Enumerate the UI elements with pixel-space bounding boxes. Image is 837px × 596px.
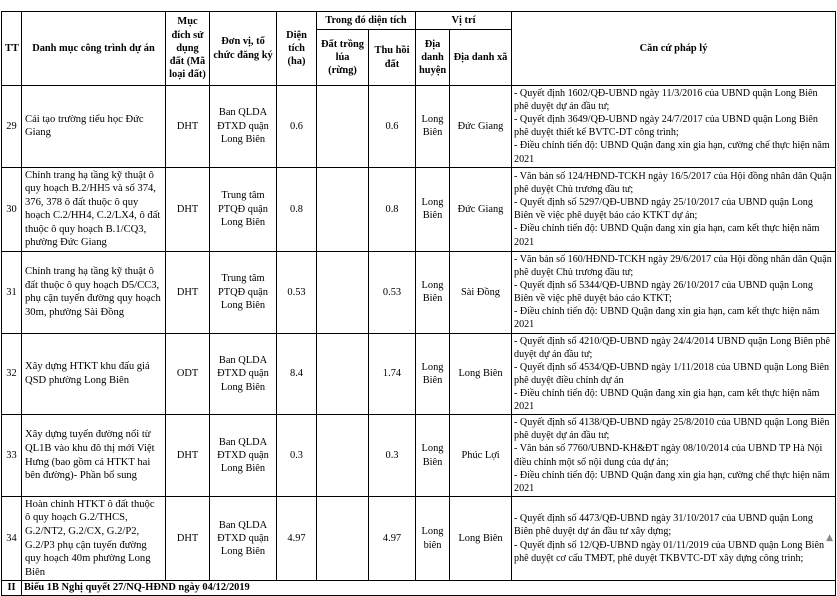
- commune-name: Đức Giang: [450, 167, 512, 251]
- recovered-land-value: 1.74: [369, 333, 416, 415]
- section-title: Biểu 1B Nghị quyết 27/NQ-HĐND ngày 04/12/2019: [22, 581, 836, 595]
- header-legal-basis: Căn cứ pháp lý: [512, 12, 836, 86]
- registering-unit: Trung tâm PTQĐ quận Long Biên: [210, 167, 277, 251]
- row-number: 34: [2, 496, 22, 580]
- area-value: 4.97: [277, 496, 317, 580]
- legal-basis-line: - Quyết định số 4534/QĐ-UBND ngày 1/11/2018 của UBND quận Long Biên phê duyệt điều chỉnh dự án: [514, 361, 830, 386]
- legal-basis-line: - Quyết định số 4473/QĐ-UBND ngày 31/10/2017 của UBND quận Long Biên phê duyệt dự án đầu tư xây dựng;: [514, 513, 813, 538]
- legal-basis-line: - Điều chỉnh tiến độ: UBND Quận đang xin gia hạn, cường chế thực hiện năm 2021: [514, 469, 830, 494]
- district-name: Long Biên: [416, 167, 450, 251]
- land-use-projects-table: [1, 11, 836, 596]
- recovered-land-value: 0.6: [369, 86, 416, 168]
- registering-unit: Ban QLDA ĐTXD quận Long Biên: [210, 415, 277, 497]
- header-area: Diện tích (ha): [277, 12, 317, 86]
- area-value: 0.8: [277, 167, 317, 251]
- legal-basis-line: - Văn bản số 124/HĐND-TCKH ngày 16/5/2017 của Hội đồng nhân dân Quận phê duyệt Chủ trương đầu tư;: [514, 170, 832, 196]
- header-recovered-land: Thu hồi đất: [369, 30, 416, 86]
- legal-basis: [512, 415, 836, 497]
- row-number: 33: [2, 415, 22, 497]
- legal-basis-line: - Điều chỉnh tiến độ: UBND Quận đang xin gia hạn, cam kết thực hiện năm 2021: [514, 306, 820, 331]
- registering-unit: Ban QLDA ĐTXD quận Long Biên: [210, 496, 277, 580]
- land-use-code: ODT: [166, 333, 210, 415]
- table-row: [2, 333, 836, 415]
- section-number: II: [2, 581, 22, 595]
- district-name: Long Biên: [416, 86, 450, 168]
- header-tt: TT: [2, 12, 22, 86]
- area-value: 8.4: [277, 333, 317, 415]
- commune-name: Long Biên: [450, 333, 512, 415]
- registering-unit: Trung tâm PTQĐ quận Long Biên: [210, 251, 277, 333]
- table-body: [2, 86, 836, 581]
- area-value: 0.3: [277, 415, 317, 497]
- commune-name: Sài Đồng: [450, 251, 512, 333]
- header-registering-unit: Đơn vị, tổ chức đăng ký: [210, 12, 277, 86]
- header-of-which-area: Trong đó diện tích: [317, 12, 416, 30]
- legal-basis: [512, 496, 836, 580]
- rice-forest-land-value: [317, 415, 369, 497]
- area-value: 0.53: [277, 251, 317, 333]
- legal-basis-line: - Quyết định 1602/QĐ-UBND ngày 11/3/2016 của UBND quận Long Biên phê duyệt dự án đầu tư;: [514, 88, 818, 113]
- table-row: [2, 251, 836, 333]
- legal-basis-line: - Văn bản số 7760/UBND-KH&ĐT ngày 08/10/2014 của UBND TP Hà Nội điều chỉnh một số nội dung của dự án;: [514, 443, 823, 468]
- recovered-land-value: 4.97: [369, 496, 416, 580]
- recovered-land-value: 0.8: [369, 167, 416, 251]
- recovered-land-value: 0.3: [369, 415, 416, 497]
- project-name: Hoàn chỉnh HTKT ô đất thuộc ô quy hoạch G.2/THCS, G.2/NT2, G.2/CX, G.2/P2, G.2/P3 phụ cận tuyến đường quy hoạch 40m phường Long Biên: [22, 496, 166, 580]
- rice-forest-land-value: [317, 496, 369, 580]
- district-name: Long Biên: [416, 251, 450, 333]
- header-rice-forest-land: Đất trồng lúa (rừng): [317, 30, 369, 86]
- legal-basis-line: - Quyết định số 4210/QĐ-UBND ngày 24/4/2014 UBND quận Long Biên phê duyệt dự án đầu tư;: [514, 335, 830, 360]
- rice-forest-land-value: [317, 86, 369, 168]
- table-row: [2, 496, 836, 580]
- district-name: Long biên: [416, 496, 450, 580]
- table-row: [2, 415, 836, 497]
- rice-forest-land-value: [317, 167, 369, 251]
- legal-basis-line: - Quyết định số 4138/QĐ-UBND ngày 25/8/2010 của UBND quận Long Biên phê duyệt dự án đầu tư;: [514, 417, 830, 442]
- row-number: 30: [2, 167, 22, 251]
- area-value: 0.6: [277, 86, 317, 168]
- header-land-use-purpose: Mục đích sử dụng đất (Mã loại đất): [166, 12, 210, 86]
- commune-name: Long Biên: [450, 496, 512, 580]
- legal-basis-line: - Quyết định số 5344/QĐ-UBND ngày 26/10/2017 của UBND quận Long Biên về việc phê duyệt báo cáo KTKT;: [514, 280, 813, 305]
- rice-forest-land-value: [317, 333, 369, 415]
- legal-basis-line: - Quyết định 3649/QĐ-UBND ngày 24/7/2017 của UBND quận Long Biên phê duyệt thiết kế BVTC-DT công trình;: [514, 114, 818, 139]
- land-use-code: DHT: [166, 251, 210, 333]
- district-name: Long Biên: [416, 415, 450, 497]
- table-row: [2, 167, 836, 251]
- project-name: Chỉnh trang hạ tầng kỹ thuật ô quy hoạch B.2/HH5 và số 374, 376, 378 ô đất thuộc ô quy hoạch C.2/HH4, C.2/LX4, ô đất thuộc ô quy hoạch B.1/CQ3, phường Đức Giang: [22, 167, 166, 251]
- legal-basis: [512, 333, 836, 415]
- legal-basis-line: - Điều chỉnh tiến độ: UBND Quận đang xin gia hạn, cam kết thực hiện năm 2021: [514, 388, 820, 413]
- legal-basis-line: - Quyết định số 12/QĐ-UBND ngày 01/11/2019 của UBND quận Long Biên phê duyệt cơ cấu TMĐT, phê duyệt TKBVTC-DT xây dựng công trình;: [514, 539, 825, 564]
- land-use-code: DHT: [166, 496, 210, 580]
- table-header: [2, 12, 836, 86]
- project-name: Xây dựng HTKT khu đấu giá QSD phường Long Biên: [22, 333, 166, 415]
- table-row: [2, 86, 836, 168]
- land-use-code: DHT: [166, 86, 210, 168]
- row-number: 29: [2, 86, 22, 168]
- header-project-list: Danh mục công trình dự án: [22, 12, 166, 86]
- legal-basis-line: - Văn bản số 160/HĐND-TCKH ngày 29/6/2017 của Hội đồng nhân dân Quận phê duyệt Chủ trương đầu tư;: [514, 253, 832, 279]
- recovered-land-value: 0.53: [369, 251, 416, 333]
- land-use-code: DHT: [166, 167, 210, 251]
- commune-name: Phúc Lợi: [450, 415, 512, 497]
- project-name: Chỉnh trang hạ tầng kỹ thuật ô đất thuộc ô quy hoạch D5/CC3, phụ cận tuyến đường quy hoạch 30m, phường Sài Đồng: [22, 251, 166, 333]
- header-commune: Địa danh xã: [450, 30, 512, 86]
- corner-mark-icon: ▲: [826, 533, 833, 543]
- district-name: Long Biên: [416, 333, 450, 415]
- legal-basis-line: - Quyết định số 5297/QĐ-UBND ngày 25/10/2017 của UBND quận Long Biên về việc phê duyệt báo cáo KTKT dự án;: [514, 197, 813, 222]
- section-row: [2, 581, 836, 595]
- commune-name: Đức Giang: [450, 86, 512, 168]
- legal-basis: [512, 167, 836, 251]
- project-name: Xây dựng tuyến đường nối từ QL1B vào khu đô thị mới Việt Hưng (bao gồm cả HTKT hai bên đường)- Phần bổ sung: [22, 415, 166, 497]
- row-number: 31: [2, 251, 22, 333]
- legal-basis: [512, 86, 836, 168]
- registering-unit: Ban QLDA ĐTXD quận Long Biên: [210, 86, 277, 168]
- project-name: Cải tạo trường tiểu học Đức Giang: [22, 86, 166, 168]
- header-location: Vị trí: [416, 12, 512, 30]
- land-use-code: DHT: [166, 415, 210, 497]
- legal-basis: [512, 251, 836, 333]
- legal-basis-line: - Điều chỉnh tiến độ: UBND Quận đang xin gia hạn, cường chế thực hiện năm 2021: [514, 140, 830, 165]
- registering-unit: Ban QLDA ĐTXD quận Long Biên: [210, 333, 277, 415]
- rice-forest-land-value: [317, 251, 369, 333]
- row-number: 32: [2, 333, 22, 415]
- legal-basis-line: - Điều chỉnh tiến độ: UBND Quận đang xin gia hạn, cam kết thực hiện năm 2021: [514, 223, 820, 248]
- header-district: Địa danh huyện: [416, 30, 450, 86]
